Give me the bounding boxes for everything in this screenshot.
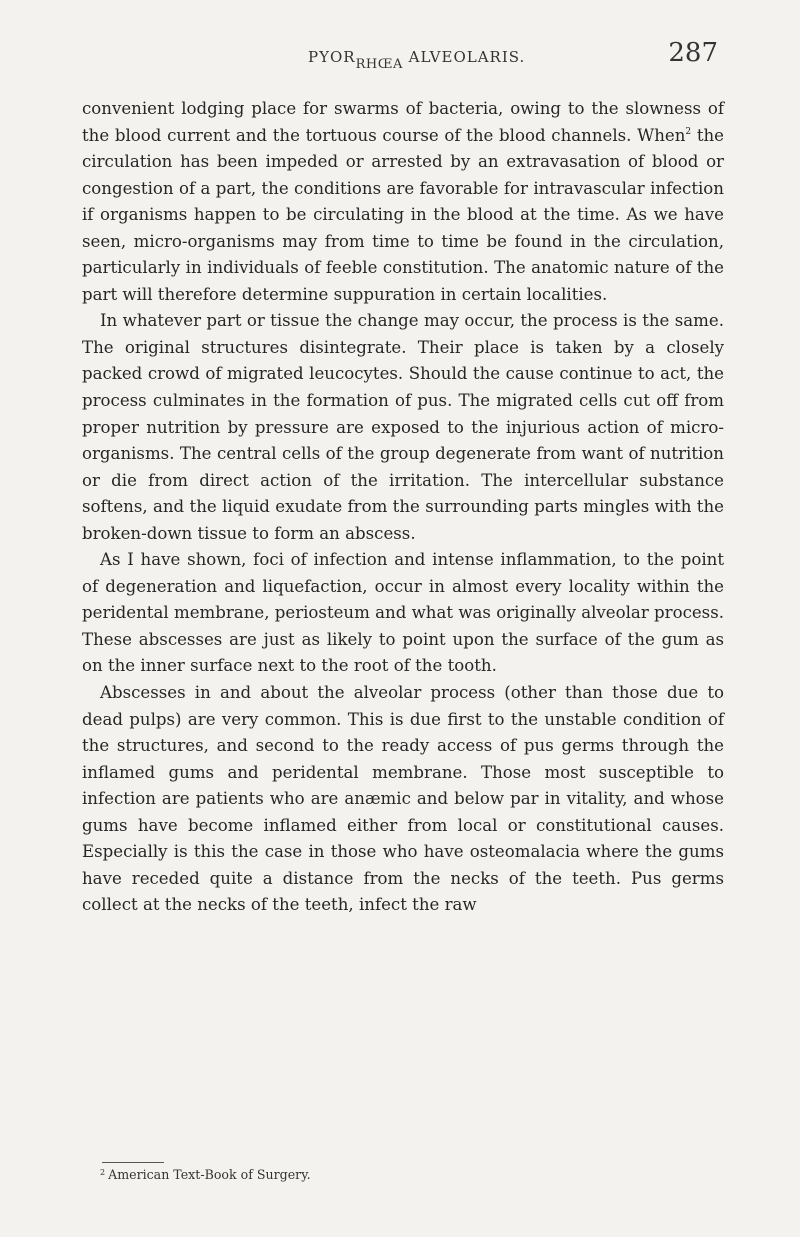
paragraph-1 bbox=[82, 96, 724, 308]
paragraph-2: In whatever part or tissue the change may occur, the process is the same. The original structures disintegrate. Their place is taken by a closely packed crowd of migrated leucocytes. Should the cause continue to act, the process culminates in the formation of pus. The migrated cells cut off from proper nutrition by pressure are exposed to the injurious action of micro-organisms. The central cells of the group degenerate from want of nutrition or die from direct action of the irritation. The intercellular substance softens, and the liquid exudate from the surrounding parts mingles with the broken-down tissue to form an abscess. bbox=[82, 311, 724, 543]
paragraph-1-text-a: convenient lodging place for swarms of bacteria, owing to the slowness of the blood current and the tortuous course of the blood channels. When bbox=[82, 99, 724, 145]
footnote-reference: 2 bbox=[685, 126, 692, 137]
body-text bbox=[82, 96, 724, 919]
footnote-text: American Text-Book of Surgery. bbox=[108, 1167, 311, 1182]
footnote bbox=[100, 1167, 311, 1182]
paragraph-1-text-b: the circulation has been impeded or arrested by an extravasation of blood or congestion of a part, the conditions are favorable for intravascular infection if organisms happen to be circulating in the blood at the time. As we have seen, micro-organisms may from time to time be found in the circulation, particularly in individuals of feeble constitution. The anatomic nature of the part will therefore determine suppuration in certain localities. bbox=[82, 125, 724, 304]
running-title-part1: PYOR bbox=[308, 48, 356, 66]
page-number: 287 bbox=[668, 38, 718, 68]
paragraph-3: As I have shown, foci of infection and intense inflammation, to the point of degeneration and liquefaction, occur in almost every locality within the peridental membrane, periosteum and what was originally alveolar process. These abscesses are just as likely to point upon the surface of the gum as on the inner surface next to the root of the tooth. bbox=[82, 550, 724, 676]
running-title-part2: ALVEOLARIS. bbox=[402, 48, 526, 66]
running-head bbox=[308, 48, 526, 72]
footnote-divider bbox=[102, 1162, 164, 1163]
paragraph-4: Abscesses in and about the alveolar process (other than those due to dead pulps) are very common. This is due first to the unstable condition of the structures, and second to the ready access of pus germs through the inflamed gums and peridental membrane. Those most susceptible to infection are patients who are anæmic and below par in vitality, and whose gums have become inflamed either from local or constitutional causes. Especially is this the case in those who have osteomalacia where the gums have receded quite a distance from the necks of the teeth. Pus germs collect at the necks of the teeth, infect the raw bbox=[82, 683, 724, 915]
footnote-mark: 2 bbox=[100, 1168, 106, 1177]
running-title-subscript: RHŒA bbox=[355, 57, 403, 72]
